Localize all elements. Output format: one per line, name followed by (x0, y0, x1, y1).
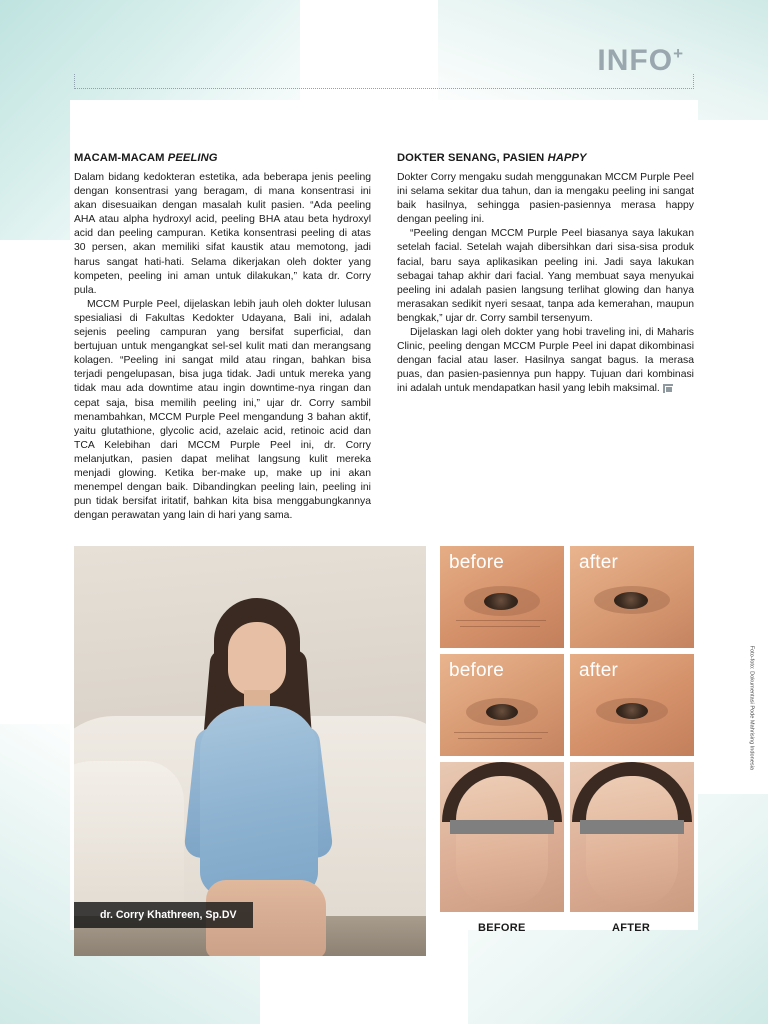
after-photo-eyes-1 (570, 546, 694, 648)
privacy-bar (450, 820, 554, 834)
end-mark-icon (663, 384, 673, 393)
brand-superscript: + (673, 44, 684, 63)
before-photo-eyes-2 (440, 654, 564, 756)
before-photo-face (440, 762, 564, 912)
main-photo (74, 546, 426, 956)
article-body (74, 152, 694, 523)
column-left (74, 152, 371, 523)
before-photo-eyes-1 (440, 546, 564, 648)
face-shape (586, 776, 678, 906)
before-label: before (449, 552, 505, 573)
paragraph: Dokter Corry mengaku sudah menggunakan MCCM Purple Peel ini selama sekitar dua tahun, dan ia mengaku peeling ini sangat baik hasilnya, sehingga pasien-pasiennya merasa happy dengan peeling ini. (397, 172, 694, 226)
paragraph: Dalam bidang kedokteran estetika, ada beberapa jenis peeling dengan konsentrasi yang beragam, di mana konsentrasi ini akan disesuaikan dengan masalah kulit pasien. “Ada peeling AHA atau alpha hydroxyl acid, peeling BHA atau beta hydroxyl acid dan peeling campuran. Ketika konsentrasi peeling di atas 30 persen, akan memiliki sifat kaustik atau memotong, jadi harus sangat hati-hati. Selama dikerjakan oleh dokter yang kompeten, peeling ini aman untuk dilakukan,” kata dr. Corry pula. (74, 172, 371, 296)
brand-text: INFO (597, 44, 674, 77)
section-heading-right (397, 152, 694, 164)
column-right (397, 152, 694, 523)
wrinkle-line (456, 620, 546, 621)
heading-left-emphasis: PEELING (167, 152, 218, 164)
photo-credit: Foto-foto: Dokumentasi Pode Mahrising Indonesia (748, 645, 754, 770)
after-photo-face (570, 762, 694, 912)
page-header (74, 44, 694, 96)
before-caption: BEFORE (478, 922, 526, 934)
before-label: before (449, 660, 505, 681)
after-photo-eyes-2 (570, 654, 694, 756)
privacy-bar (580, 820, 684, 834)
before-after-grid (440, 546, 694, 956)
header-tick-right (693, 74, 694, 89)
wrinkle-line (458, 738, 542, 739)
subject-face (228, 622, 286, 696)
paragraph-last (397, 326, 694, 396)
header-tick-left (74, 74, 75, 89)
face-shape (456, 776, 548, 906)
subject-dress (200, 706, 318, 896)
heading-left-plain: MACAM-MACAM (74, 152, 168, 164)
after-label: after (579, 552, 619, 573)
eye-shape (616, 703, 648, 719)
after-caption: AFTER (612, 922, 651, 934)
paragraph-last-text: Dijelaskan lagi oleh dokter yang hobi traveling ini, di Maharis Clinic, peeling dengan MCCM Purple Peel ini dapat dikombinasi dengan facial atau laser. Hasilnya sangat bagus. Ia merasa puas, dan pasien-pasiennya pun happy. Tujuan dari kombinasi ini adalah untuk mendapatkan hasil yang lebih maksimal. (397, 327, 694, 395)
heading-right-plain: DOKTER SENANG, PASIEN (397, 152, 548, 164)
paragraph: “Peeling dengan MCCM Purple Peel biasanya saya lakukan setelah facial. Setelah wajah dibersihkan dari sisa-sisa produk facial, baru saya aplikasikan peeling ini. Jadi saya lakukan sebagai tahap akhir dari facial. Yang membuat saya menyukai peeling ini adalah pasien langsung terlihat glowing dan hanya merasakan sedikit nyeri sesaat, tanpa ada kemerahan, maupun bengkak,” ujar dr. Corry sambil tersenyum. (397, 228, 694, 324)
eye-shape (484, 593, 518, 610)
brand-logo (597, 44, 684, 78)
eye-shape (614, 592, 648, 609)
wrinkle-line (454, 732, 548, 733)
section-heading-left (74, 152, 371, 164)
heading-right-emphasis: HAPPY (547, 152, 587, 164)
eye-shape (486, 704, 518, 720)
paragraph: MCCM Purple Peel, dijelaskan lebih jauh oleh dokter lulusan spesialiasi di Fakultas Kedokter Udayana, Bali ini, adalah sejenis peeling campuran yang bersifat superficial, dan bertujuan untuk mengangkat sel-sel kulit mati dan merangsang kolagen. “Peeling ini sangat mild atau ringan, bahkan bisa terjadi pengelupasan, bisa juga tidak. Jadi untuk mereka yang tidak mau ada downtime atau ingin downtime-nya ringan dan cepat saja, bisa memilih peeling ini,” ujar dr. Corry sambil menambahkan, MCCM Purple Peel mengandung 3 bahan aktif, yaitu glutathione, glycolic acid, azelaic acid, retinoic acid dan TCA Kelebihan dari MCCM Purple Peel ini, dr. Corry melanjutkan, pasien dapat melihat langsung kulit mereka menjadi glowing. Ketika ber-make up, make up ini akan menempel dengan baik. Dibandingkan peeling lain, peeling ini pun tidak bersifat iritatif, bahkan kita bisa menggabungkannya dengan perawatan yang lain di hari yang sama. (74, 298, 371, 522)
after-label: after (579, 660, 619, 681)
header-rule (74, 88, 694, 89)
photo-caption: dr. Corry Khathreen, Sp.DV (74, 902, 253, 928)
wrinkle-line (460, 626, 540, 627)
